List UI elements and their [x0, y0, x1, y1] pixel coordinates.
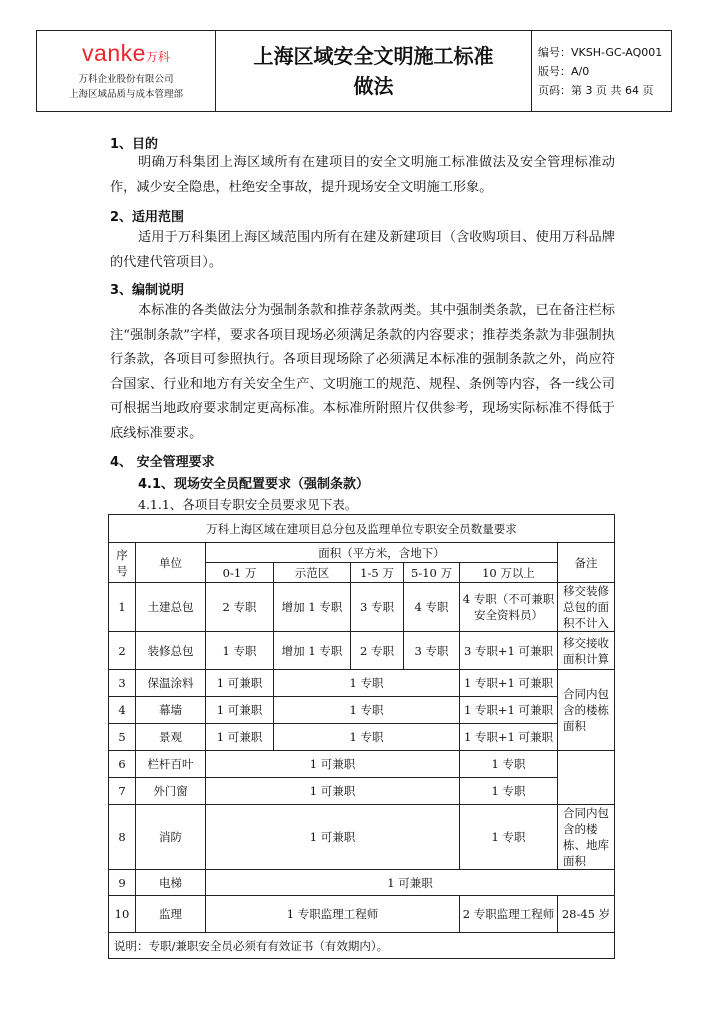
remark-merged: 合同内包含的楼栋面积	[558, 670, 615, 751]
table-row: 5 景观 1 可兼职 1 专职 1 专职+1 可兼职	[109, 724, 615, 751]
doc-version: 版号：A/0	[538, 64, 590, 78]
table-row: 3 保温涂料 1 可兼职 1 专职 1 专职+1 可兼职 合同内包含的楼栋面积	[109, 670, 615, 697]
table-row: 2 装修总包 1 专职 增加 1 专职 2 专职 3 专职 3 专职+1 可兼职 移交接收面积计算	[109, 632, 615, 670]
section-title: 3、编制说明	[110, 283, 185, 298]
table-row: 6 栏杆百叶 1 可兼职 1 专职	[109, 751, 615, 778]
header-no: 序号	[109, 543, 136, 583]
vanke-logo: vanke万科	[82, 39, 170, 66]
header-area-col: 示范区	[274, 563, 351, 583]
table-row: 10 监理 1 专职监理工程师 2 专职监理工程师 28-45 岁	[109, 896, 615, 933]
safety-officer-table	[108, 514, 615, 959]
logo-block	[37, 31, 216, 112]
company-name: 万科企业股份有限公司 上海区域品质与成本管理部	[68, 73, 183, 100]
header-area-col: 5-10 万	[404, 563, 460, 583]
section-text: 明确万科集团上海区域所有在建项目的安全文明施工标准做法及安全管理标准动作，减少安全隐患，杜绝安全事故，提升现场安全文明施工形象。	[110, 155, 615, 195]
table-row: 9 电梯 1 可兼职	[109, 870, 615, 896]
subsection-title: 4.1、现场安全员配置要求（强制条款）	[138, 477, 370, 492]
doc-page: 页码：第 3 页 共 64 页	[538, 83, 654, 97]
doc-code: 编号：VKSH-GC-AQ001	[538, 45, 663, 59]
header-area-col: 1-5 万	[351, 563, 404, 583]
document-title: 上海区域安全文明施工标准 做法	[216, 31, 532, 112]
document-header	[36, 30, 672, 112]
header-area-col: 0-1 万	[206, 563, 274, 583]
document-meta	[532, 31, 672, 112]
section-title: 4、 安全管理要求	[110, 455, 215, 470]
section-title: 2、适用范围	[110, 210, 185, 225]
table-caption: 万科上海区域在建项目总分包及监理单位专职安全员数量要求	[109, 515, 615, 543]
section-text: 适用于万科集团上海区域范围内所有在建及新建项目（含收购项目、使用万科品牌的代建代管项目）。	[110, 230, 615, 270]
header-area-col: 10 万以上	[460, 563, 558, 583]
header-area: 面积（平方米，含地下）	[206, 543, 558, 563]
section-title: 1、目的	[110, 137, 159, 152]
header-remark: 备注	[558, 543, 615, 583]
section-text: 本标准的各类做法分为强制条款和推荐条款两类。其中强制类条款，已在备注栏标注“强制条款”字样，要求各项目现场必须满足条款的内容要求；推荐类条款为非强制执行条款，各项目可参照执行。各项目现场除了必须满足本标准的强制条款之外，尚应符合国家、行业和地方有关安全生产、文明施工的规范、规程、条例等内容，各一线公司可根据当地政府要求制定更高标准。本标准所附照片仅供参考，现场实际标准不得低于底线标准要求。	[110, 303, 615, 441]
table-row: 1 土建总包 2 专职 增加 1 专职 3 专职 4 专职 4 专职（不可兼职安全资料员） 移交装修总包的面积不计入	[109, 583, 615, 632]
table-row: 4 幕墙 1 可兼职 1 专职 1 专职+1 可兼职	[109, 697, 615, 724]
table-footnote: 说明：专职/兼职安全员必须有有效证书（有效期内）。	[109, 933, 615, 959]
subsection-text: 4.1.1、各项目专职安全员要求见下表。	[138, 497, 358, 512]
header-unit: 单位	[136, 543, 206, 583]
table-row: 8 消防 1 可兼职 1 专职 合同内包含的楼栋、地库面积	[109, 805, 615, 870]
table-row: 7 外门窗 1 可兼职 1 专职	[109, 778, 615, 805]
